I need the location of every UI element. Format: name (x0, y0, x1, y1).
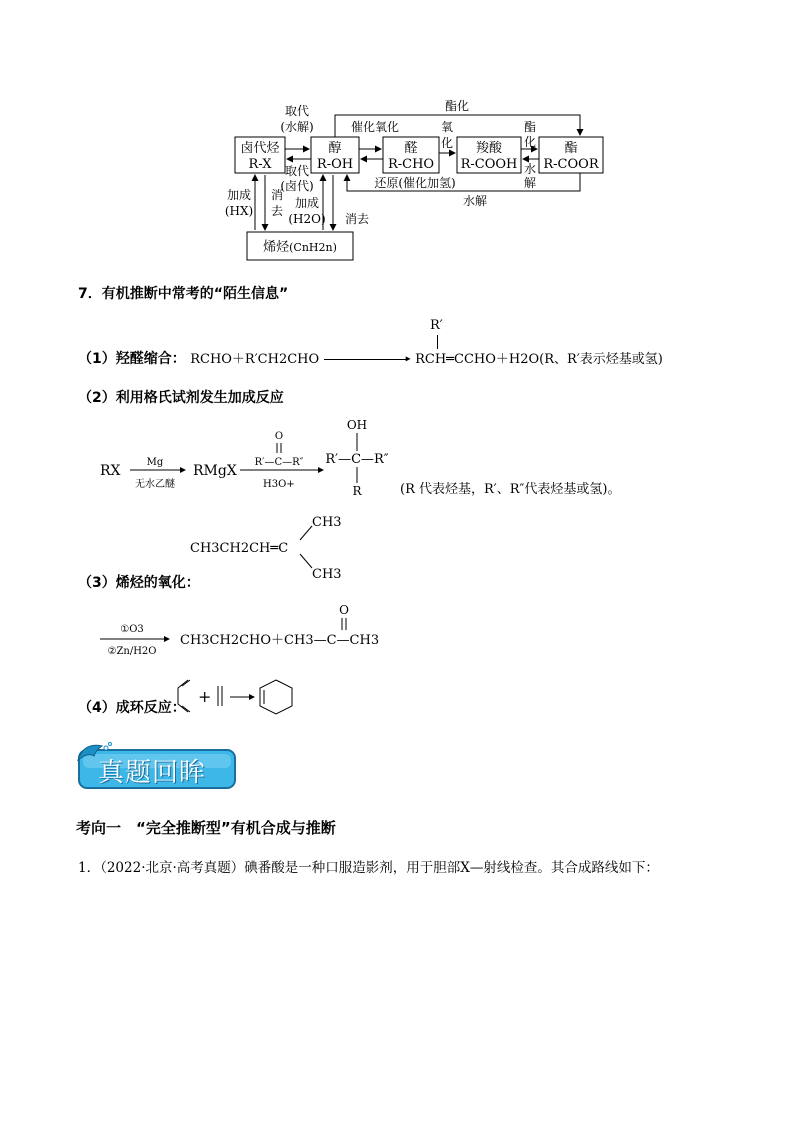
diels-alder-plus: + (198, 687, 212, 706)
label-reduction: 还原(催化加氢) (374, 176, 456, 190)
kaoxiang-heading: 考向一 “完全推断型”有机合成与推断 (76, 819, 336, 837)
grignard-r: R (352, 484, 362, 498)
haloalkane-formula: R-X (248, 157, 272, 172)
grignard-oh: OH (346, 418, 368, 432)
question1-text: 1．（2022·北京·高考真题）碘番酸是一种口服造影剂，用于胆部X—射线检查。其合成路线如下： (78, 860, 659, 876)
label-elimination-right: 消去 (344, 212, 370, 226)
grignard-rmgx: RMgX (193, 463, 237, 479)
item1-rprime-above: R′ (430, 318, 443, 333)
label-addition-hx: 加成 (226, 188, 252, 202)
alkene-ch3-top: CH3 (312, 515, 342, 530)
grignard-h3o: H3O+ (263, 479, 295, 490)
grignard-ether: 无水乙醚 (135, 479, 175, 490)
acid-name: 羧酸 (475, 141, 503, 156)
ozonolysis-o: O (339, 603, 349, 617)
label-substitution-bottom: 取代 (284, 164, 310, 178)
item1-label: （1）羟醛缩合： (78, 351, 186, 367)
item1-line: （1）羟醛缩合： RCHO＋R′CH2CHO ▸ RCH═CCHO＋H2O(R、R′表示烃基或氢) (78, 351, 663, 367)
label-h2o: (H2O) (288, 212, 326, 226)
ozonolysis-cond1: ①O3 (120, 624, 144, 635)
label-esterification-top: 酯化 (444, 99, 470, 113)
item1-note: (R、R′表示烃基或氢) (539, 352, 663, 367)
ozonolysis-cond2: ②Zn/H2O (107, 646, 157, 657)
item1-arrow (324, 359, 406, 360)
grignard-scheme (95, 415, 675, 505)
alkene-ch3-bottom: CH3 (312, 567, 342, 582)
grignard-note: (R 代表烃基，R′、R″代表烃基或氢)。 (400, 482, 621, 497)
diels-alder-scheme (172, 674, 312, 722)
grignard-rx: RX (100, 463, 121, 479)
ester-formula: R-COOR (543, 157, 599, 172)
label-hydrolysis-1: 水 (523, 162, 537, 176)
item1-vertical-bond (437, 335, 438, 349)
reaction-network-diagram (225, 95, 615, 265)
banner-title: 真题回眸 (98, 758, 207, 788)
grignard-product-mid: R′—C—R″ (325, 452, 389, 467)
label-addition-h2o: 加成 (294, 196, 320, 210)
ozonolysis-scheme (95, 600, 415, 662)
label-halogenation-paren: (卤代) (280, 179, 314, 193)
acid-formula: R-COOH (460, 157, 518, 172)
aldehyde-formula: R-CHO (387, 157, 435, 172)
aldehyde-name: 醛 (404, 141, 418, 156)
alcohol-formula: R-OH (316, 157, 354, 172)
section-banner (76, 740, 238, 792)
grignard-carbonyl: R′—C—R″ (254, 457, 304, 468)
label-hydrolysis-paren: (水解) (280, 120, 314, 134)
label-hydrolysis-bottom: 水解 (462, 194, 488, 208)
label-oxidation-2: 化 (440, 136, 454, 150)
cyclohexene-icon (260, 680, 292, 714)
label-substitution-top: 取代 (284, 104, 310, 118)
alcohol-name: 醇 (328, 141, 342, 156)
item2-label: （2）利用格氏试剂发生加成反应 (78, 390, 284, 406)
ozonolysis-products: CH3CH2CHO＋CH3—C—CH3 (180, 633, 380, 648)
section7-heading: 7．有机推断中常考的“陌生信息” (78, 286, 289, 302)
label-elimination-1: 消 (270, 188, 284, 202)
alkene-structure (190, 512, 370, 582)
ester-name: 酯 (564, 141, 578, 156)
label-hydrolysis-2: 解 (523, 176, 537, 190)
label-catalytic-oxidation: 催化氧化 (350, 120, 400, 134)
label-elimination-2: 去 (270, 204, 284, 218)
alkene-chain: CH3CH2CH═C (190, 541, 289, 556)
haloalkane-name: 卤代烃 (240, 141, 280, 156)
label-esterify-2: 化 (523, 135, 537, 149)
grignard-o: O (274, 431, 284, 442)
item3-label: （3）烯烃的氧化： (78, 575, 200, 591)
label-oxidation-1: 氧 (440, 120, 454, 134)
label-esterify-1: 酯 (523, 120, 537, 134)
grignard-mg: Mg (146, 457, 164, 468)
item1-reactant: RCHO＋R′CH2CHO (190, 352, 320, 367)
item1-product: RCH═CCHO＋H2O (415, 352, 540, 367)
label-hx: (HX) (225, 204, 254, 218)
alkene-name: 烯烃(CnH2n) (263, 240, 337, 255)
item4-label: （4）成环反应： (78, 700, 186, 716)
